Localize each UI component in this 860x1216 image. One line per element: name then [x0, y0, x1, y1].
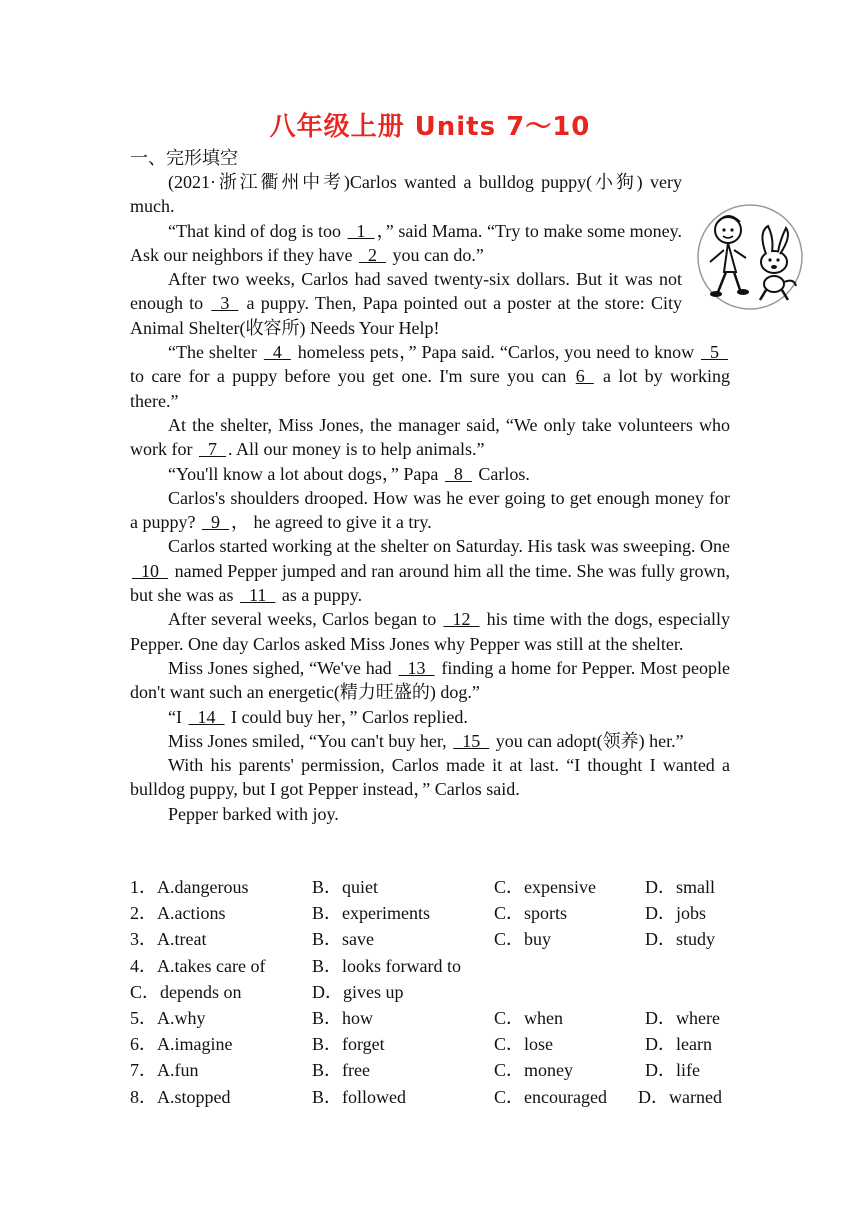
option-c[interactable]: C．buy	[494, 929, 552, 950]
blank-3[interactable]: 3	[211, 293, 239, 314]
option-a[interactable]: 3．A.treat	[130, 929, 207, 950]
blank-7[interactable]: 7	[198, 439, 226, 460]
option-row	[130, 899, 750, 925]
option-c[interactable]: C．encouraged	[494, 1086, 607, 1107]
option-b[interactable]: B．followed	[312, 1086, 406, 1107]
option-a[interactable]: 1．A.dangerous	[130, 877, 249, 897]
paragraph-8: Carlos started working at the shelter on Saturday. His task was sweeping. One 10 named Pepper jumped and ran around him all the time. She was fully grown, but she was as 11 as a puppy.	[130, 534, 730, 607]
option-row	[130, 1083, 750, 1109]
paragraph-11: “I 14 I could buy her，” Carlos replied.	[130, 705, 730, 729]
option-d[interactable]: D．study	[645, 929, 716, 950]
option-d[interactable]: D．where	[645, 1007, 720, 1028]
blank-2[interactable]: 2	[358, 244, 386, 265]
cloze-passage	[130, 170, 730, 826]
paragraph-10: Miss Jones sighed, “We've had 13 finding a home for Pepper. Most people don't want such an energetic(精力旺盛的) dog.”	[130, 657, 730, 703]
paragraph-13: With his parents' permission, Carlos made it at last. “I thought I wanted a bulldog puppy, but I got Pepper instead，” Carlos said.	[130, 755, 730, 800]
option-b[interactable]: B．looks forward to	[312, 955, 461, 976]
option-a[interactable]: 2．A.actions	[130, 903, 226, 924]
blank-4[interactable]: 4	[263, 342, 291, 363]
option-row	[130, 1004, 750, 1030]
option-row	[130, 1030, 750, 1056]
option-a[interactable]: 7．A.fun	[130, 1060, 199, 1081]
option-row	[130, 952, 750, 978]
option-b[interactable]: B．how	[312, 1007, 374, 1028]
option-d[interactable]: D．learn	[645, 1034, 712, 1055]
paragraph-7: Carlos's shoulders drooped. How was he ever going to get enough money for a puppy? 9 ， he agreed to give it a try.	[130, 486, 730, 535]
option-c[interactable]: C．depends on	[130, 981, 242, 1002]
option-b[interactable]: B．forget	[312, 1034, 385, 1055]
blank-13[interactable]: 13	[398, 657, 435, 678]
answer-options	[130, 873, 750, 1109]
option-c[interactable]: C．expensive	[494, 877, 596, 897]
option-d[interactable]: D．gives up	[312, 981, 404, 1002]
option-row	[130, 925, 750, 951]
option-row	[130, 978, 750, 1004]
option-c[interactable]: C．lose	[494, 1034, 554, 1055]
option-d[interactable]: D．warned	[638, 1086, 722, 1107]
option-a[interactable]: 6．A.imagine	[130, 1034, 233, 1055]
paragraph-1: (2021·浙江衢州中考)Carlos wanted a bulldog puppy(小狗) very much.	[130, 172, 682, 217]
option-d[interactable]: D．jobs	[645, 903, 707, 924]
option-a[interactable]: 5．A.why	[130, 1007, 206, 1028]
blank-14[interactable]: 14	[188, 706, 225, 727]
paragraph-2: “That kind of dog is too 1 ，” said Mama. “Try to make some money. Ask our neighbors if they have 2 you can do.”	[130, 219, 682, 268]
option-row	[130, 873, 750, 899]
blank-9[interactable]: 9	[201, 512, 229, 533]
option-d[interactable]: D．small	[645, 877, 715, 897]
blank-1[interactable]: 1	[347, 220, 375, 241]
page-title: 八年级上册 Units 7～10	[269, 112, 591, 142]
option-b[interactable]: B．experiments	[312, 903, 430, 924]
option-a[interactable]: 8．A.stopped	[130, 1086, 231, 1107]
paragraph-14: Pepper barked with joy.	[168, 803, 339, 824]
option-d[interactable]: D．life	[645, 1060, 700, 1081]
paragraph-4: “The shelter 4 homeless pets，” Papa said. “Carlos, you need to know 5 to care for a puppy before you get one. I'm sure you can 6 a lot by working there.”	[130, 342, 730, 411]
blank-10[interactable]: 10	[132, 560, 168, 581]
paragraph-12: Miss Jones smiled, “You can't buy her, 15 you can adopt(领养) her.”	[130, 729, 730, 753]
option-c[interactable]: C．money	[494, 1060, 573, 1081]
paragraph-6: “You'll know a lot about dogs，” Papa 8 Carlos.	[130, 462, 730, 486]
paragraph-3: After two weeks, Carlos had saved twenty-six dollars. But it was not enough to 3 a puppy. Then, Papa pointed out a poster at the store: City Animal Shelter(收容所) Needs Your Help!	[130, 269, 682, 338]
blank-6[interactable]: 6	[575, 366, 594, 387]
blank-15[interactable]: 15	[453, 730, 490, 751]
paragraph-9: After several weeks, Carlos began to 12 his time with the dogs, especially Pepper. One day Carlos asked Miss Jones why Pepper was still at the shelter.	[130, 609, 730, 654]
option-a[interactable]: 4．A.takes care of	[130, 955, 266, 976]
option-b[interactable]: B．free	[312, 1060, 370, 1081]
option-c[interactable]: C．sports	[494, 903, 568, 924]
section-heading: 一、完形填空	[130, 148, 238, 169]
option-row	[130, 1056, 750, 1082]
option-b[interactable]: B．save	[312, 929, 374, 950]
blank-5[interactable]: 5	[701, 342, 728, 363]
blank-12[interactable]: 12	[443, 609, 480, 630]
option-b[interactable]: B．quiet	[312, 877, 378, 897]
blank-8[interactable]: 8	[444, 463, 472, 484]
blank-11[interactable]: 11	[239, 585, 276, 606]
paragraph-5: At the shelter, Miss Jones, the manager said, “We only take volunteers who work for 7 . All our money is to help animals.”	[130, 413, 730, 462]
option-c[interactable]: C．when	[494, 1007, 563, 1028]
